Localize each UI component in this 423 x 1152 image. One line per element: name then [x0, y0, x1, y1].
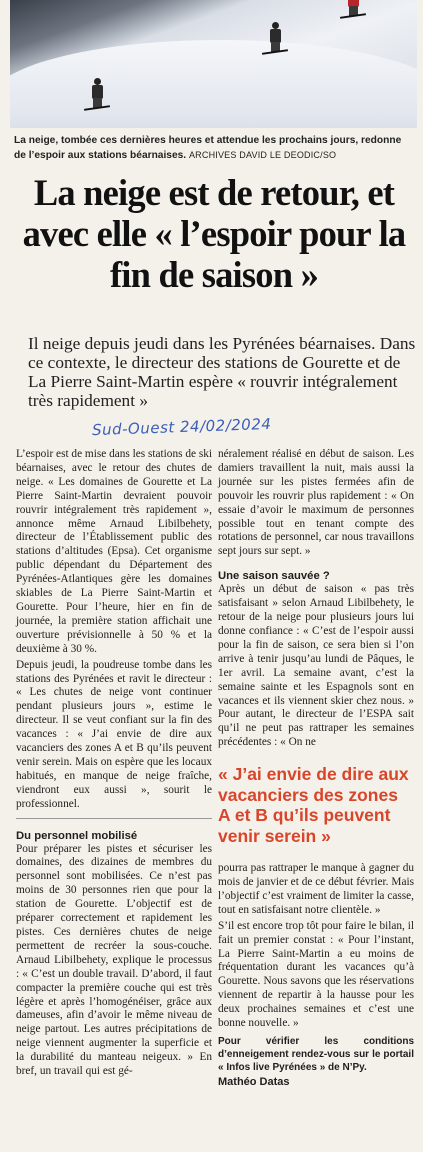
skier-figure [90, 78, 104, 108]
paragraph: L’espoir est de mise dans les stations de ski béarnaises, avec le retour des chutes de neige. « Les domaines de Gourette et La Pierre Saint-Martin devraient pouvoir rouvrir intégralement très rapidement », annonce même Arnaud Libilbehety, directeur de l’Établissement public des stations d’altitudes (Epsa). Cet organisme public dépendant du Département des Pyrénées-Atlantiques gère les domaines skiables de La Pierre Saint-Martin et Gourette. Pour l’heure, hier en fin de journée, la première station affichait une ouverture prévisionnelle à 50 % et la deuxième à 30 %. [16, 448, 212, 655]
paragraph: néralement réalisé en début de saison. Les damiers travaillent la nuit, mais aussi la journée sur les pistes fermées afin de pouvoir les rouvrir plus rapidement : « On essaie d’avoir le maximum de personnes possible tout en tenant compte des rotations de personnel, car nous travaillons sept jours sur sept. » [218, 448, 414, 558]
handwritten-date-stamp: Sud-Ouest 24/02/2024 [91, 414, 272, 440]
subheading: Du personnel mobilisé [16, 829, 138, 842]
article-lead: Il neige depuis jeudi dans les Pyrénées béarnaises. Dans ce contexte, le directeur des stations de Gourette et de La Pierre Saint-Martin espère « rouvrir intégralement très rapidement » [28, 334, 416, 410]
paragraph: S’il est encore trop tôt pour faire le bilan, il fait un premier constat : « Pour l’instant, La Pierre Saint-Martin a eu moins de fréquentation durant les vacances qu’à Gourette. Nous savons que les réservations viennent de repartir à la hausse pour les deux prochaines semaines et c’est une bonne nouvelle. » [218, 919, 414, 1030]
photo-credit: ARCHIVES DAVID LE DEODIC/SO [188, 150, 337, 160]
article-headline: La neige est de retour, et avec elle « l’espoir pour la fin de saison » [22, 172, 406, 295]
skier-figure [346, 0, 360, 16]
divider [16, 818, 212, 819]
pull-quote: « J’ai envie de dire aux vacanciers des zones A et B qu’ils peuvent venir serein » [218, 764, 409, 846]
column-right [218, 448, 414, 1090]
info-note: Pour vérifier les conditions d’enneigement rendez-vous sur le portail « Infos live Pyrénées » de N’Py. [218, 1036, 414, 1073]
photo-caption [14, 134, 414, 163]
paragraph: Après un début de saison « pas très satisfaisant » selon Arnaud Libilbehety, le retour de la neige pour plusieurs jours lui donne confiance : « C’est de l’espoir aussi pour la fin de saison, ce sera bien si l’on arrive à tenir jusqu’au lundi de Pâques, le 1er avril. La semaine avant, c’est la semaine sainte et les Espagnols sont en vacances et ils viennent skier chez nous. » Pour autant, le directeur de l’ESPA sait qu’il ne peut pas rattraper les semaines précédentes : « On ne [218, 583, 414, 749]
caption-text: La neige, tombée ces dernières heures et attendue les prochains jours, redonne de l’espoir aux stations béarnaises. [14, 135, 402, 161]
paragraph: Pour préparer les pistes et sécuriser les domaines, des dizaines de membres du personnel sont mobilisées. Ce n’est pas moins de 30 personnes rien que pour la station de Gourette. L’objectif est de préparer correctement et rapidement les pistes. Ces dernières chutes de neige permettent de recréer la sous-couche. Arnaud Libilbehety, explique le processus : « C’est un double travail. D’abord, il faut compacter la première couche qui est très légère et après l’homogénéiser, grâce aux dameuses, afin d’avoir le même niveau de neige partout. Les autres précipitations de neige viennent augmenter la superficie et la durabilité du manteau neigeux. » En bref, un travail qui est gé- [16, 842, 212, 1078]
snow-slope [10, 40, 417, 128]
subheading: Une saison sauvée ? [218, 570, 330, 583]
paragraph: pourra pas rattraper le manque à gagner du mois de janvier et de ce début février. Mais l’objectif c’est vraiment de limiter la casse, tout en satisfaisant notre clientèle. » [218, 862, 414, 916]
column-left [16, 448, 212, 1081]
skier-figure [268, 22, 282, 52]
paragraph: Depuis jeudi, la poudreuse tombe dans les stations des Pyrénées et ravit le directeur : « Les chutes de neige vont continuer pendant plusieurs jours », estime le directeur. Il se veut confiant sur la fin des vacances : « J’ai envie de dire aux vacanciers des zones A et B qu’ils peuvent venir serein. Mais on espère que les locaux habitués, en manque de neige fraîche, viendront eux aussi », sourit le professionnel. [16, 658, 212, 810]
ski-slope-photo [10, 0, 417, 128]
author-byline: Mathéo Datas [218, 1076, 290, 1088]
